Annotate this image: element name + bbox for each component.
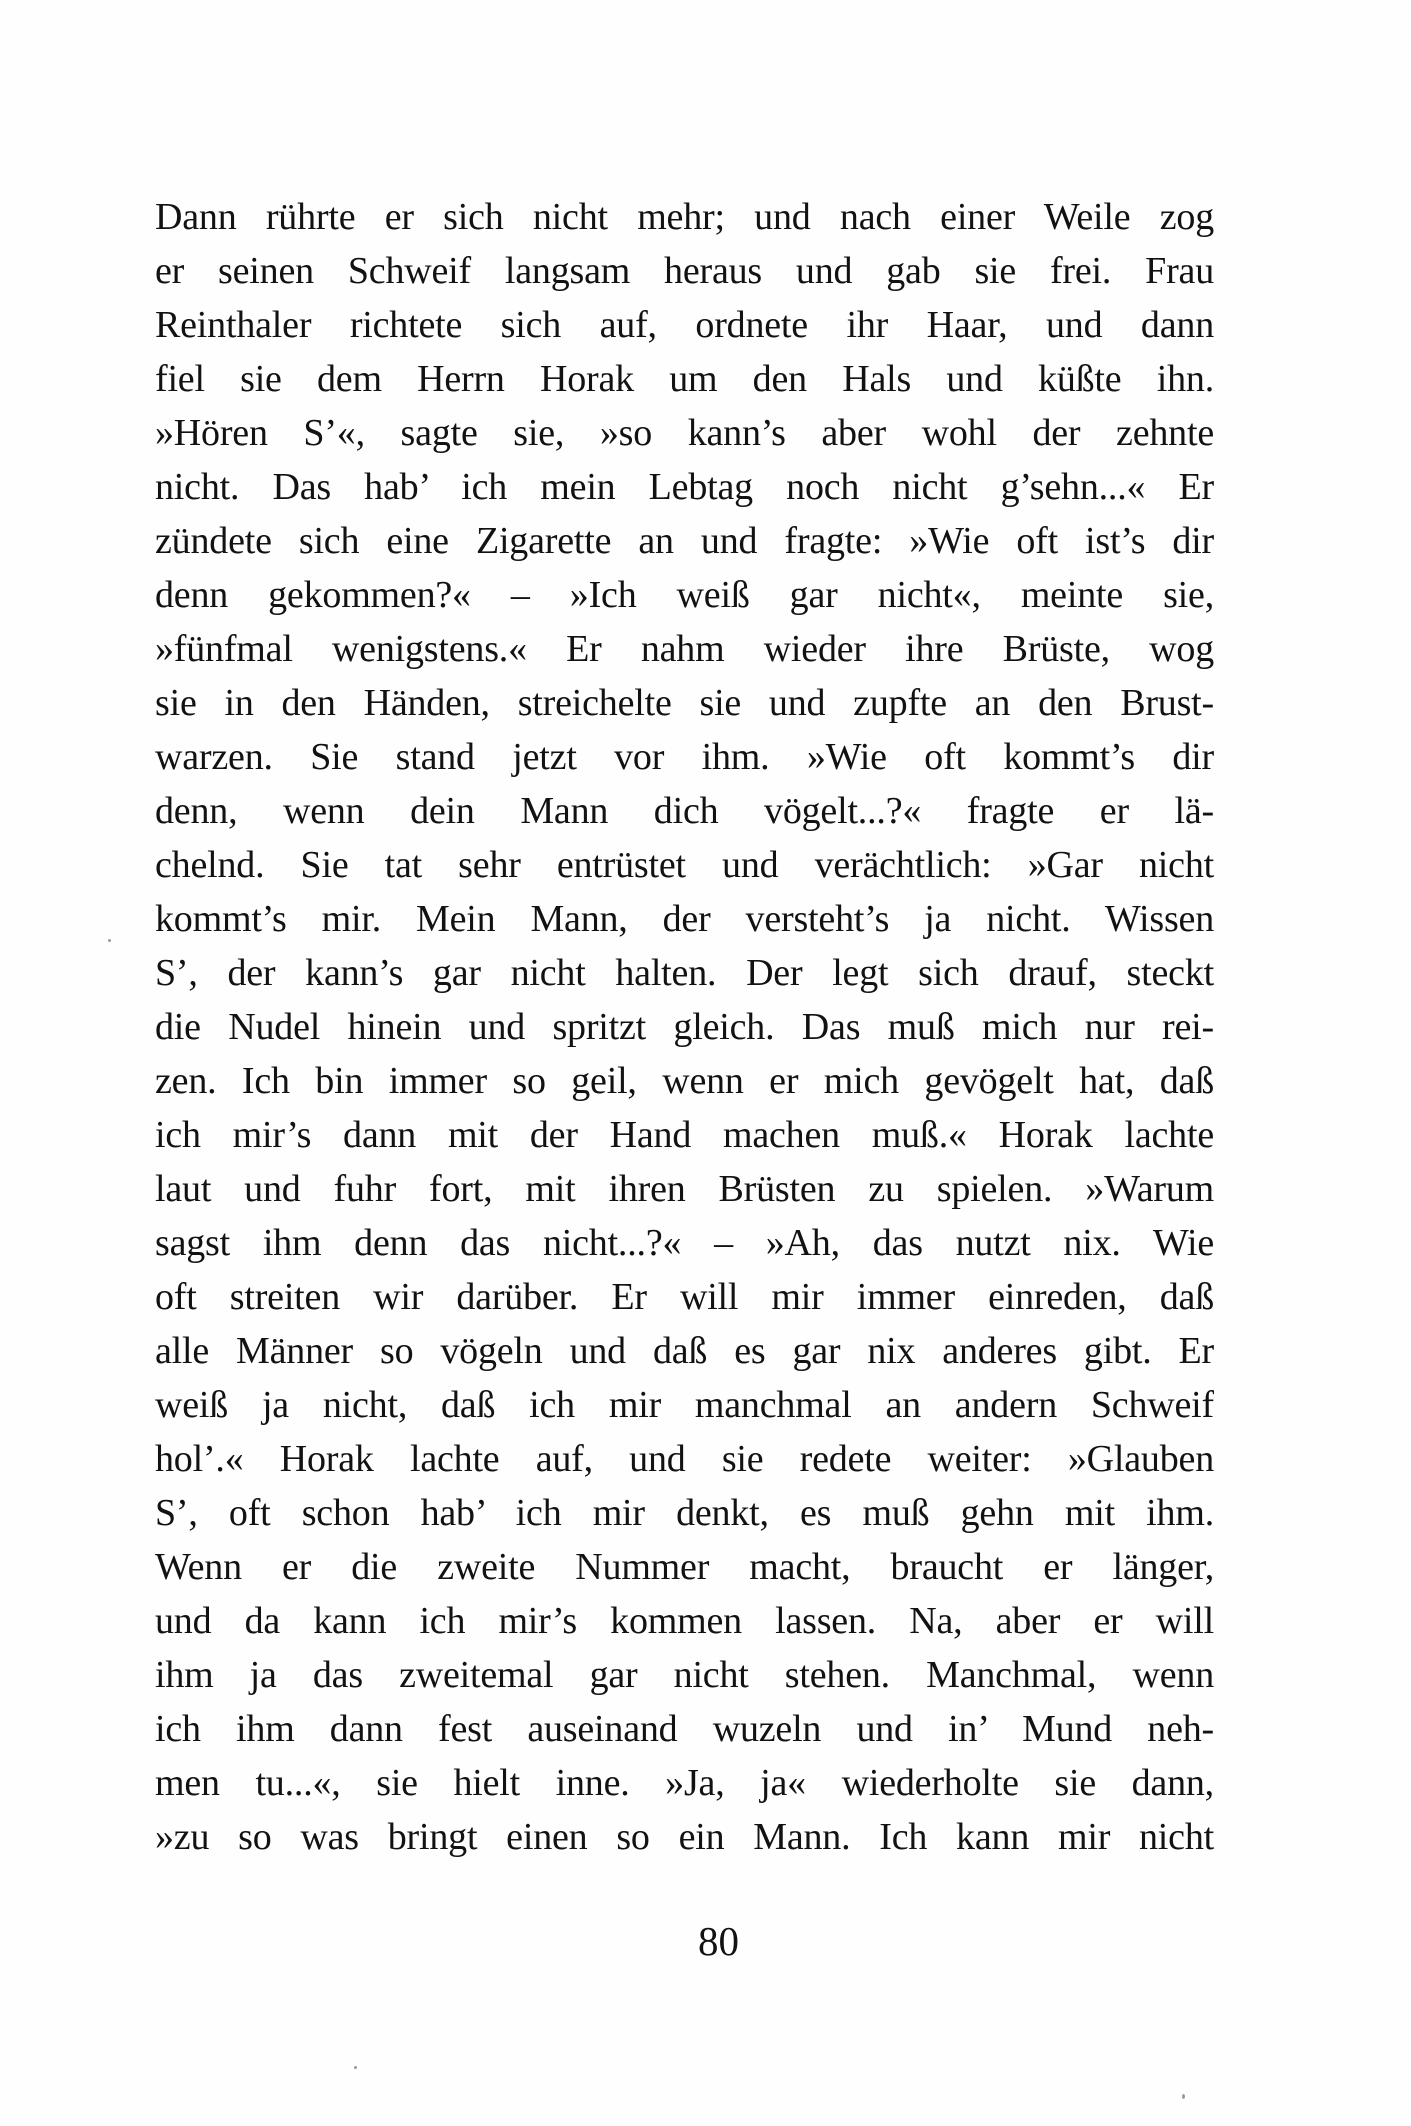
scan-speck (1182, 2094, 1185, 2099)
text-line: er seinen Schweif langsam heraus und gab sie frei. Frau (155, 250, 1214, 292)
text-line: chelnd. Sie tat sehr entrüstet und verächtlich: »Gar nicht (155, 844, 1214, 886)
scan-speck (108, 939, 111, 942)
text-line: »fünfmal wenigstens.« Er nahm wieder ihre Brüste, wog (155, 628, 1214, 670)
text-line: »zu so was bringt einen so ein Mann. Ich kann mir nicht (155, 1816, 1214, 1858)
text-line: Wenn er die zweite Nummer macht, braucht er länger, (155, 1546, 1214, 1588)
page-number: 80 (698, 1918, 739, 1964)
text-line: S’, der kann’s gar nicht halten. Der legt sich drauf, steckt (155, 952, 1214, 994)
text-line: die Nudel hinein und spritzt gleich. Das muß mich nur rei- (155, 1006, 1214, 1048)
text-line: laut und fuhr fort, mit ihren Brüsten zu spielen. »Warum (155, 1168, 1214, 1210)
text-line: ich mir’s dann mit der Hand machen muß.« Horak lachte (155, 1114, 1214, 1156)
text-line: sie in den Händen, streichelte sie und zupfte an den Brust- (155, 682, 1214, 724)
text-line: oft streiten wir darüber. Er will mir immer einreden, daß (155, 1276, 1214, 1318)
text-line: Reinthaler richtete sich auf, ordnete ihr Haar, und dann (155, 304, 1214, 346)
text-line: alle Männer so vögeln und daß es gar nix anderes gibt. Er (155, 1330, 1214, 1372)
text-line: »Hören S’«, sagte sie, »so kann’s aber wohl der zehnte (155, 412, 1214, 454)
text-line: kommt’s mir. Mein Mann, der versteht’s ja nicht. Wissen (155, 898, 1214, 940)
text-line: nicht. Das hab’ ich mein Lebtag noch nicht g’sehn...« Er (155, 466, 1214, 508)
text-line: zündete sich eine Zigarette an und fragte: »Wie oft ist’s dir (155, 520, 1214, 562)
text-line: weiß ja nicht, daß ich mir manchmal an andern Schweif (155, 1384, 1214, 1426)
text-line: zen. Ich bin immer so geil, wenn er mich gevögelt hat, daß (155, 1060, 1214, 1102)
text-line: Dann rührte er sich nicht mehr; und nach einer Weile zog (155, 196, 1214, 238)
body-text (155, 190, 1214, 1864)
scan-speck (354, 2066, 357, 2069)
text-line: fiel sie dem Herrn Horak um den Hals und küßte ihn. (155, 358, 1214, 400)
text-line: und da kann ich mir’s kommen lassen. Na, aber er will (155, 1600, 1214, 1642)
text-line: warzen. Sie stand jetzt vor ihm. »Wie oft kommt’s dir (155, 736, 1214, 778)
text-line: denn, wenn dein Mann dich vögelt...?« fragte er lä- (155, 790, 1214, 832)
text-line: S’, oft schon hab’ ich mir denkt, es muß gehn mit ihm. (155, 1492, 1214, 1534)
text-line: denn gekommen?« – »Ich weiß gar nicht«, meinte sie, (155, 574, 1214, 616)
text-line: men tu...«, sie hielt inne. »Ja, ja« wiederholte sie dann, (155, 1762, 1214, 1804)
text-line: hol’.« Horak lachte auf, und sie redete weiter: »Glauben (155, 1438, 1214, 1480)
text-line: sagst ihm denn das nicht...?« – »Ah, das nutzt nix. Wie (155, 1222, 1214, 1264)
text-line: ihm ja das zweitemal gar nicht stehen. Manchmal, wenn (155, 1654, 1214, 1696)
text-line: ich ihm dann fest auseinand wuzeln und in’ Mund neh- (155, 1708, 1214, 1750)
